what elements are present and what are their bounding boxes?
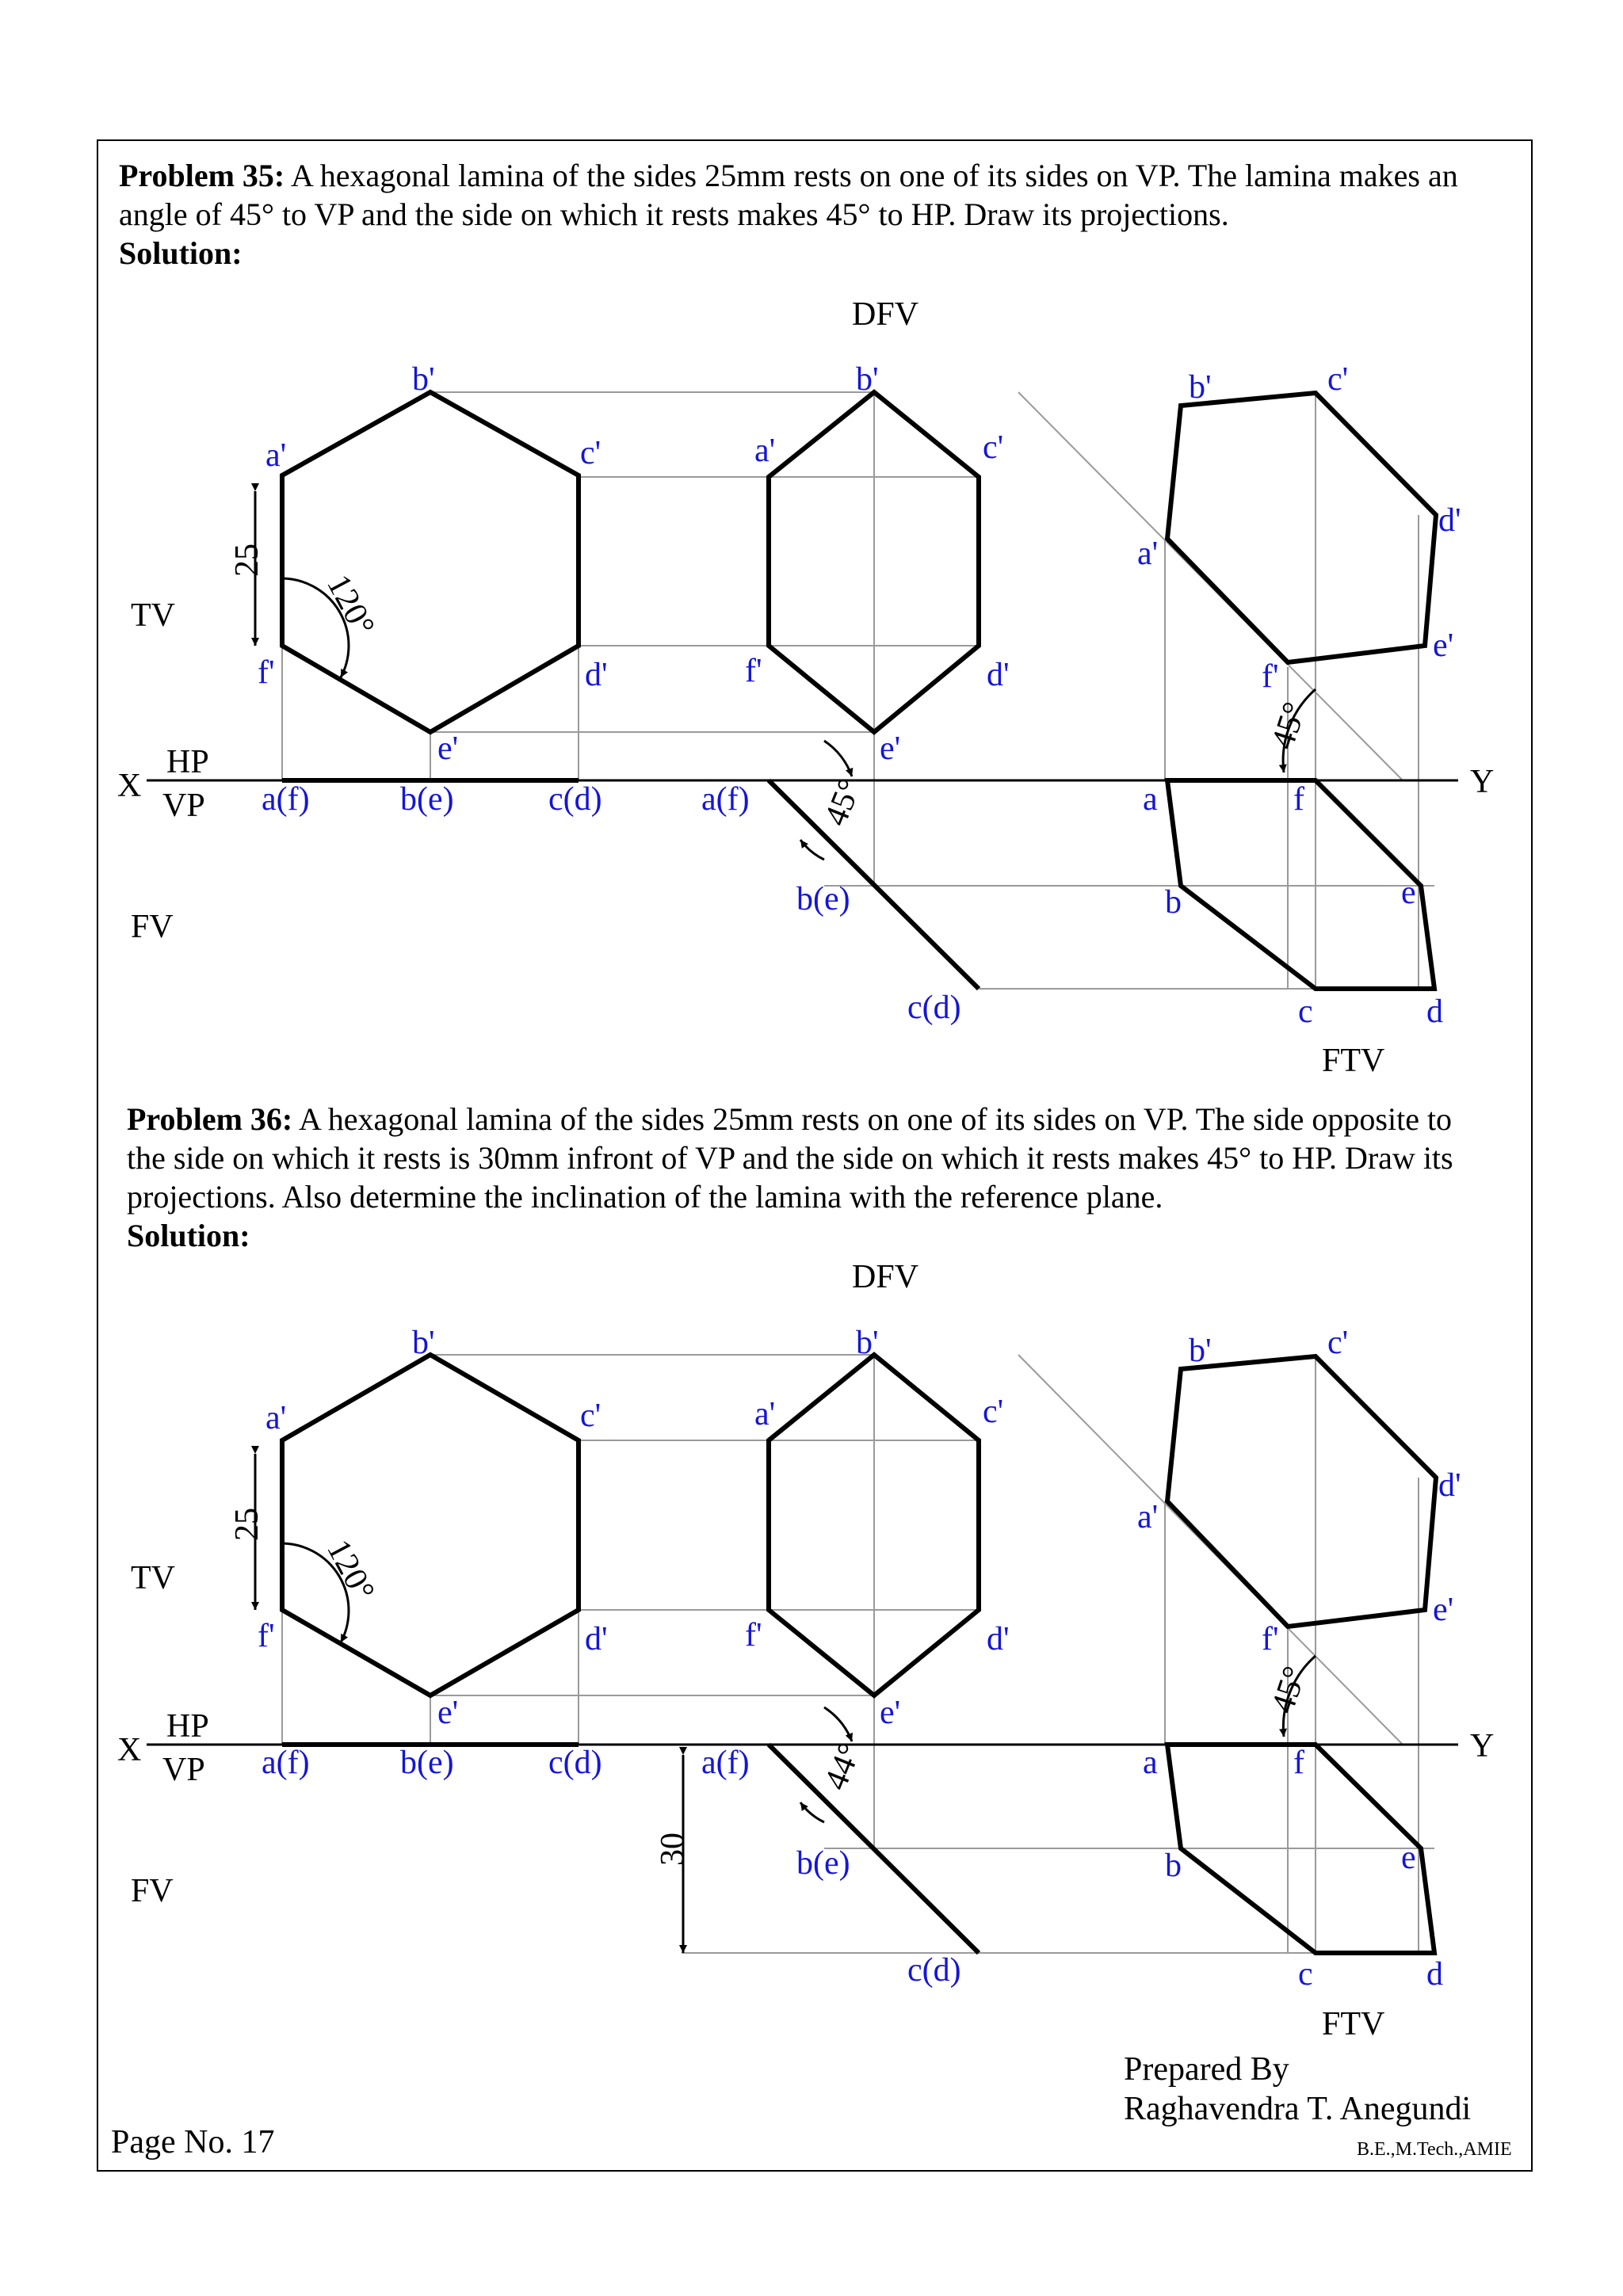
problem-36-text: A hexagonal lamina of the sides 25mm rests on one of its sides on VP. The side opposite to the side on which it rests is 30mm infront of VP and the side on which it rests makes 45° to HP. Draw its projections. Also determine the inclination of the lamina with the reference plane.: [127, 1101, 1453, 1215]
problem-36-drawing: [117, 1259, 1494, 2042]
label-e-prime-4: e': [437, 1695, 459, 1731]
label-f-prime-4: f': [258, 1618, 275, 1654]
label-be-2: b(e): [796, 881, 850, 917]
angle-120: 120°: [319, 569, 382, 643]
label-c-prime-3: c': [1327, 361, 1349, 398]
label-d-prime-4: d': [585, 1621, 608, 1657]
label-a-prime-3: a': [1137, 536, 1159, 572]
label-d-2: d: [1426, 1956, 1443, 1993]
label-d-prime-5: d': [987, 1621, 1010, 1657]
label-a-prime-6: a': [1137, 1499, 1159, 1535]
label-a-prime: a': [265, 437, 287, 474]
page-number: Page No. 17: [111, 2124, 275, 2161]
label-c-prime-6: c': [1327, 1325, 1349, 1361]
label-cd-2: c(d): [907, 990, 961, 1026]
label-d-prime-3: d': [1438, 502, 1461, 539]
label-d-prime-2: d': [987, 657, 1010, 693]
label-af: a(f): [262, 781, 310, 818]
problem-36-solution: Solution:: [127, 1218, 250, 1253]
tv-hexagon-3: [282, 1355, 579, 1695]
label-f-prime-2: f': [745, 653, 762, 689]
label-x: X: [117, 768, 142, 804]
dfv-polygon-2: [1167, 1356, 1436, 1627]
label-c-prime: c': [580, 435, 601, 471]
label-c-2: c: [1298, 1956, 1313, 1993]
label-e-prime-2: e': [880, 730, 901, 767]
author-degrees: B.E.,M.Tech.,AMIE: [1357, 2139, 1512, 2160]
label-y: Y: [1470, 764, 1495, 800]
label-e-prime-5: e': [880, 1695, 901, 1731]
prepared-by: Prepared By: [1124, 2051, 1289, 2088]
label-af-4: a(f): [701, 1745, 750, 1781]
label-c: c: [1298, 994, 1313, 1030]
label-tv-2: TV: [131, 1560, 175, 1596]
label-ftv-2: FTV: [1322, 2006, 1385, 2042]
label-e-prime-3: e': [1433, 627, 1454, 664]
label-a-2: a: [1143, 1745, 1158, 1781]
label-vp: VP: [162, 788, 205, 824]
label-cd-4: c(d): [907, 1952, 961, 1989]
label-dfv-2: DFV: [852, 1259, 919, 1295]
tv-hexagon-1: [282, 392, 579, 732]
label-cd: c(d): [548, 781, 602, 818]
label-x-2: X: [117, 1732, 142, 1768]
label-b-prime-3: b': [1189, 369, 1212, 406]
label-y-2: Y: [1470, 1728, 1495, 1764]
label-af-2: a(f): [701, 781, 750, 818]
dim-25: 25: [229, 543, 265, 577]
label-f-prime-5: f': [745, 1617, 762, 1653]
label-a-prime-2: a': [754, 433, 776, 469]
problem-35-text: A hexagonal lamina of the sides 25mm rests on one of its sides on VP. The lamina makes an angle of 45° to VP and the side on which it rests makes 45° to HP. Draw its projections.: [119, 158, 1458, 232]
label-f: f: [1293, 781, 1304, 818]
label-fv-2: FV: [131, 1873, 174, 1909]
label-f-2: f: [1293, 1745, 1304, 1781]
angle-44: 44°: [817, 1737, 869, 1795]
label-e-prime-6: e': [1433, 1592, 1454, 1628]
label-e: e: [1401, 875, 1416, 911]
problem-35-label: Problem 35:: [119, 158, 285, 193]
angle-45-fv: 45°: [817, 773, 869, 831]
label-b: b: [1165, 884, 1182, 921]
dim-25-2: 25: [229, 1508, 265, 1541]
label-d-prime: d': [585, 657, 608, 693]
problem-36-label: Problem 36:: [127, 1101, 293, 1137]
angle-45-ftv: 45°: [1264, 697, 1314, 754]
label-c-prime-4: c': [580, 1398, 601, 1434]
label-hp-2: HP: [166, 1708, 209, 1745]
label-d: d: [1426, 994, 1443, 1030]
problem-35-drawing: [117, 296, 1494, 1079]
label-ftv: FTV: [1322, 1043, 1385, 1079]
label-be-3: b(e): [400, 1745, 454, 1781]
label-vp-2: VP: [162, 1752, 205, 1788]
label-d-prime-6: d': [1438, 1467, 1461, 1504]
label-c-prime-5: c': [983, 1394, 1004, 1430]
label-tv: TV: [131, 597, 175, 634]
label-be-4: b(e): [796, 1845, 850, 1882]
label-af-3: a(f): [262, 1745, 310, 1781]
author-name: Raghavendra T. Anegundi: [1124, 2091, 1472, 2127]
angle-45-ftv-2: 45°: [1264, 1661, 1314, 1718]
label-f-prime-3: f': [1262, 658, 1279, 695]
label-b-prime-2: b': [856, 361, 879, 398]
label-fv: FV: [131, 909, 174, 945]
label-b-prime-6: b': [1189, 1333, 1212, 1369]
problem-35-solution: Solution:: [119, 235, 242, 271]
label-c-prime-2: c': [983, 429, 1004, 466]
label-hp: HP: [166, 744, 209, 780]
label-be: b(e): [400, 781, 454, 818]
label-a-prime-5: a': [754, 1396, 776, 1432]
label-b-prime-5: b': [856, 1325, 879, 1361]
dim-30: 30: [655, 1833, 691, 1866]
label-a-prime-4: a': [265, 1400, 287, 1436]
label-e-2: e: [1401, 1840, 1416, 1876]
label-f-prime-6: f': [1262, 1621, 1279, 1657]
label-b-2: b: [1165, 1848, 1182, 1884]
label-b-prime-4: b': [412, 1325, 435, 1361]
angle-120-2: 120°: [319, 1534, 382, 1608]
label-f-prime: f': [258, 654, 275, 691]
label-dfv: DFV: [852, 296, 919, 333]
label-cd-3: c(d): [548, 1745, 602, 1781]
dfv-polygon: [1167, 393, 1436, 662]
label-a: a: [1143, 781, 1158, 818]
label-b-prime: b': [412, 361, 435, 398]
label-e-prime: e': [437, 730, 459, 767]
